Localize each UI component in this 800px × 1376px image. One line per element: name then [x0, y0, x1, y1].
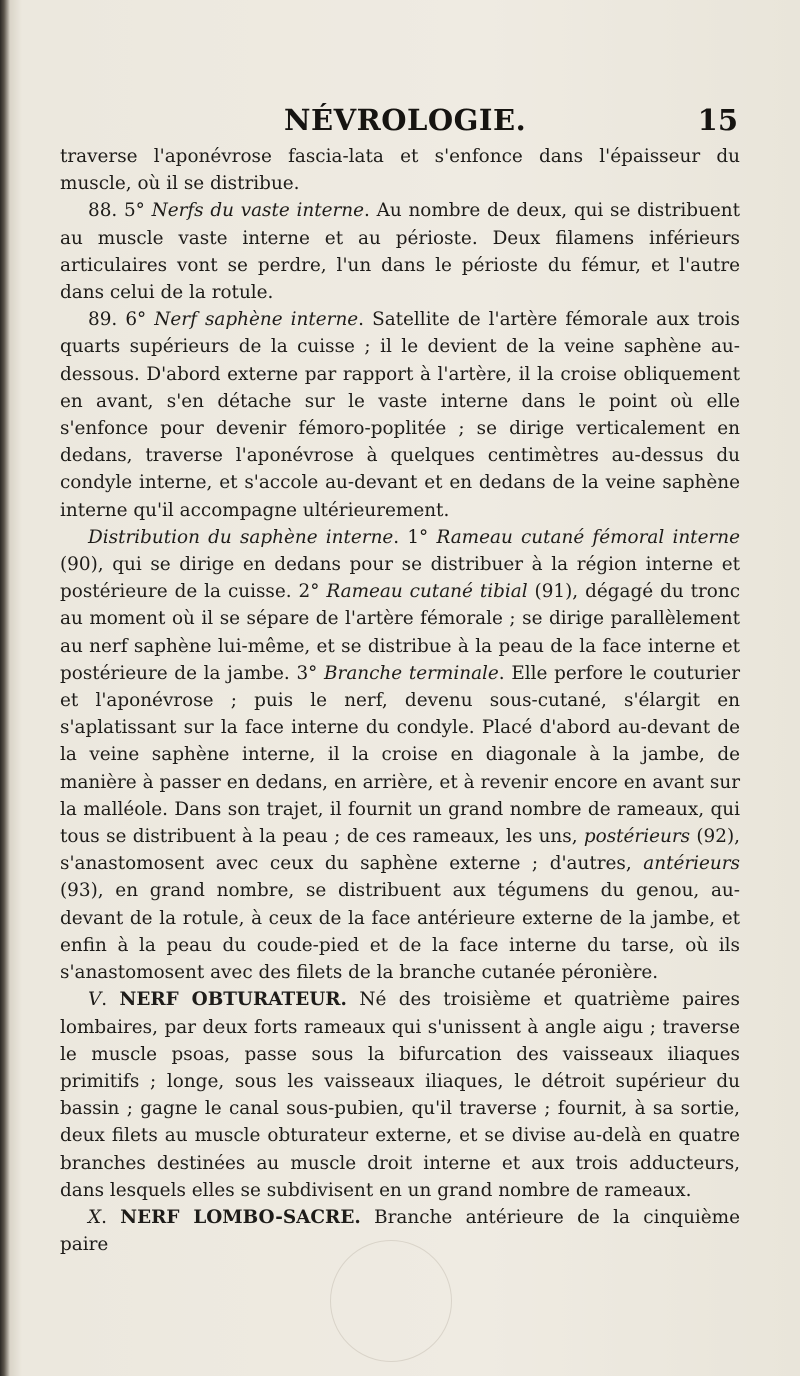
paragraph — [60, 524, 740, 986]
text-run: 89. 6° — [88, 309, 155, 331]
running-title: NÉVROLOGIE. — [284, 103, 527, 137]
paragraph — [60, 197, 740, 306]
page-header — [60, 103, 738, 143]
bold-heading: NERF LOMBO-SACRE. — [120, 1206, 361, 1228]
library-stamp-faint — [330, 1240, 452, 1362]
italic-term: antérieurs — [643, 853, 740, 875]
italic-term: Branche terminale — [324, 662, 499, 684]
text-run: . Au nombre de deux, qui se distribuent au muscle vaste interne et au périoste. Deux filamens inférieurs articulaires vont se perdre, l'un dans le périoste du fémur, et l'autre dans celui de la rotule. — [60, 200, 740, 304]
text-run: traverse l'aponévrose fascia-lata et s'enfonce dans l'épaisseur du muscle, où il se distribue. — [60, 146, 740, 195]
text-run: . — [101, 989, 120, 1011]
page-number: 15 — [697, 103, 738, 137]
text-run: . Satellite de l'artère fémorale aux trois quarts supérieurs de la cuisse ; il le devient de la veine saphène au-dessous. D'abord externe par rapport à l'artère, il la croise obliquement en avant, s'en détache sur le vaste interne dans le point où elle s'enfonce pour devenir fémoro-poplitée ; se dirige verticalement en dedans, traverse l'aponévrose à quelques centimètres au-dessus du condyle interne, et s'accole au-devant et en dedans de la veine saphène interne qu'il accompagne ultérieurement. — [60, 309, 740, 521]
italic-term: V — [88, 989, 102, 1011]
text-run: . Elle perfore le couturier et l'aponévrose ; puis le nerf, devenu sous-cutané, s'élargit en s'aplatissant sur la face interne du condyle. Placé d'abord au-devant de la veine saphène interne, il la croise en diagonale à la jambe, de manière à passer en dedans, en arrière, et à revenir encore en avant sur la malléole. Dans son trajet, il fournit un grand nombre de rameaux, qui tous se distribuent à la peau ; de ces rameaux, les uns, — [60, 662, 740, 848]
text-run: (92), s'anastomosent avec ceux du saphène externe ; d'autres, — [60, 826, 740, 875]
paragraph — [60, 986, 740, 1204]
italic-term: Rameau cutané tibial — [326, 581, 528, 603]
text-run: (90), qui se dirige en dedans pour se distribuer à la région interne et postérieure de la cuisse. 2° — [60, 554, 740, 603]
text-run: (91), dégagé du tronc au moment où il se sépare de l'artère fémorale ; se dirige parallèlement au nerf saphène lui-même, et se distribue à la peau de la face interne et postérieure de la jambe. 3° — [60, 581, 741, 684]
italic-term: Nerfs du vaste interne — [151, 200, 365, 222]
italic-term: Distribution du saphène interne — [88, 526, 394, 548]
italic-term: Rameau cutané fémoral interne — [436, 526, 740, 548]
text-run: . 1° — [393, 526, 437, 548]
text-run: Branche antérieure de la cinquième paire — [60, 1206, 740, 1256]
text-run: (93), en grand nombre, se distribuent aux tégumens du genou, au-devant de la rotule, à ceux de la face antérieure externe de la jambe, et enfin à la peau du coude-pied et de la face interne du tarse, où ils s'anastomosent avec des filets de la branche cutanée péronière. — [60, 880, 740, 984]
body-text — [60, 143, 740, 1258]
italic-term: Nerf saphène interne — [154, 309, 359, 331]
bold-heading: NERF OBTURATEUR. — [119, 989, 347, 1011]
paragraph — [60, 306, 740, 524]
text-run: Né des troisième et quatrième paires lombaires, par deux forts rameaux qui s'unissent à angle aigu ; traverse le muscle psoas, passe sous la bifurcation des vaisseaux iliaques primitifs ; longe, sous les vaisseaux iliaques, le détroit supérieur du bassin ; gagne le canal sous-pubien, qu'il traverse ; fournit, à sa sortie, deux filets au muscle obturateur externe, et se divise au-delà en quatre branches destinées au muscle droit interne et aux trois adducteurs, dans lesquels elles se subdivisent en un grand nombre de rameaux. — [60, 989, 740, 1201]
paragraph — [60, 143, 740, 197]
italic-term: X — [88, 1206, 102, 1228]
text-run: 88. 5° — [88, 200, 152, 222]
italic-term: postérieurs — [583, 826, 691, 848]
text-run: . — [101, 1206, 121, 1228]
